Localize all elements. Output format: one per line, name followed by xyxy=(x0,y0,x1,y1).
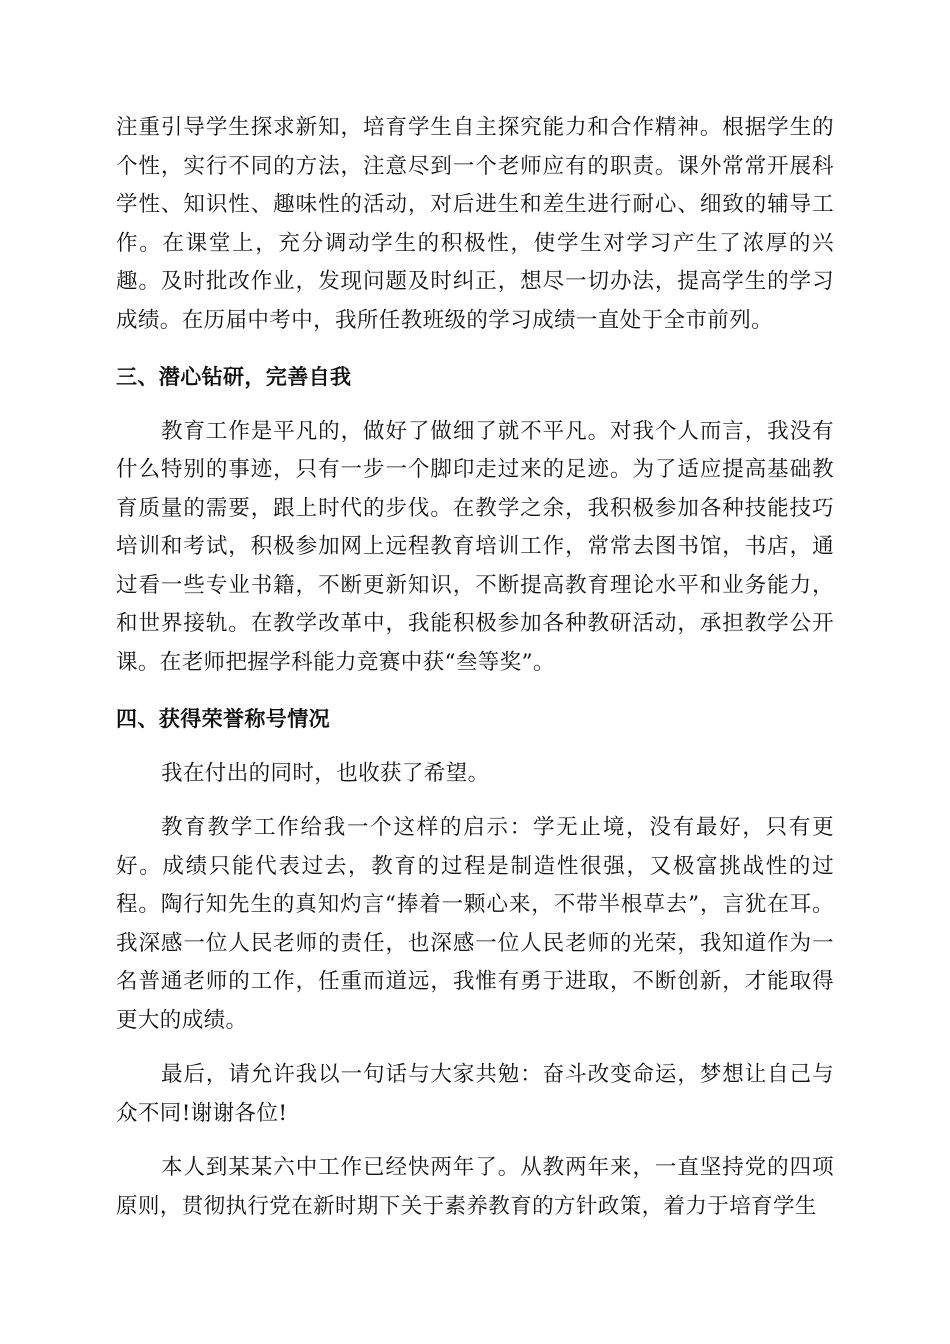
paragraph-teaching-methods: 注重引导学生探求新知，培育学生自主探究能力和合作精神。根据学生的个性，实行不同的方法，注意尽到一个老师应有的职责。课外常常开展科学性、知识性、趣味性的活动，对后进生和差生进行耐心、细致的辅导工作。在课堂上，充分调动学生的积极性，使学生对学习产生了浓厚的兴趣。及时批改作业，发现问题及时纠正，想尽一切办法，提高学生的学习成绩。在历届中考中，我所任教班级的学习成绩一直处于全市前列。 xyxy=(116,115,834,333)
spacer xyxy=(116,1040,834,1056)
section-heading-4: 四、获得荣誉称号情况 xyxy=(116,707,330,731)
spacer xyxy=(116,397,834,413)
paragraph-enlightenment: 教育教学工作给我一个这样的启示：学无止境，没有最好，只有更好。成绩只能代表过去，教育的过程是制造性很强，又极富挑战性的过程。陶行知先生的真知灼言“捧着一颗心来，不带半根草去”，言犹在耳。我深感一位人民老师的责任，也深感一位人民老师的光荣，我知道作为一名普通老师的工作，任重而道远，我惟有勇于进取，不断创新，才能取得更大的成绩。 xyxy=(116,815,834,1033)
document-body xyxy=(116,109,834,1226)
spacer xyxy=(116,340,834,358)
paragraph-self-improvement: 教育工作是平凡的，做好了做细了就不平凡。对我个人而言，我没有什么特别的事迹，只有一步一个脚印走过来的足迹。为了适应提高基础教育质量的需要，跟上时代的步伐。在教学之余，我积极参加各种技能技巧培训和考试，积极参加网上远程教育培训工作，常常去图书馆，书店，通过看一些专业书籍，不断更新知识，不断提高教育理论水平和业务能力，和世界接轨。在教学改革中，我能积极参加各种教研活动，承担教学公开课。在老师把握学科能力竞赛中获“叁等奖”。 xyxy=(116,418,834,675)
spacer xyxy=(116,682,834,700)
spacer xyxy=(116,793,834,809)
paragraph-closing: 最后，请允许我以一句话与大家共勉：奋斗改变命运，梦想让自己与众不同!谢谢各位! xyxy=(116,1062,834,1126)
paragraph-work-summary: 本人到某某六中工作已经快两年了。从教两年来，一直坚持党的四项原则，贯彻执行党在新时期下关于素养教育的方针政策，着力于培育学生 xyxy=(116,1155,834,1219)
spacer xyxy=(116,739,834,755)
paragraph-harvest-hope: 我在付出的同时，也收获了希望。 xyxy=(161,760,490,786)
section-heading-3: 三、潜心钻研，完善自我 xyxy=(116,365,352,389)
spacer xyxy=(116,1133,834,1149)
